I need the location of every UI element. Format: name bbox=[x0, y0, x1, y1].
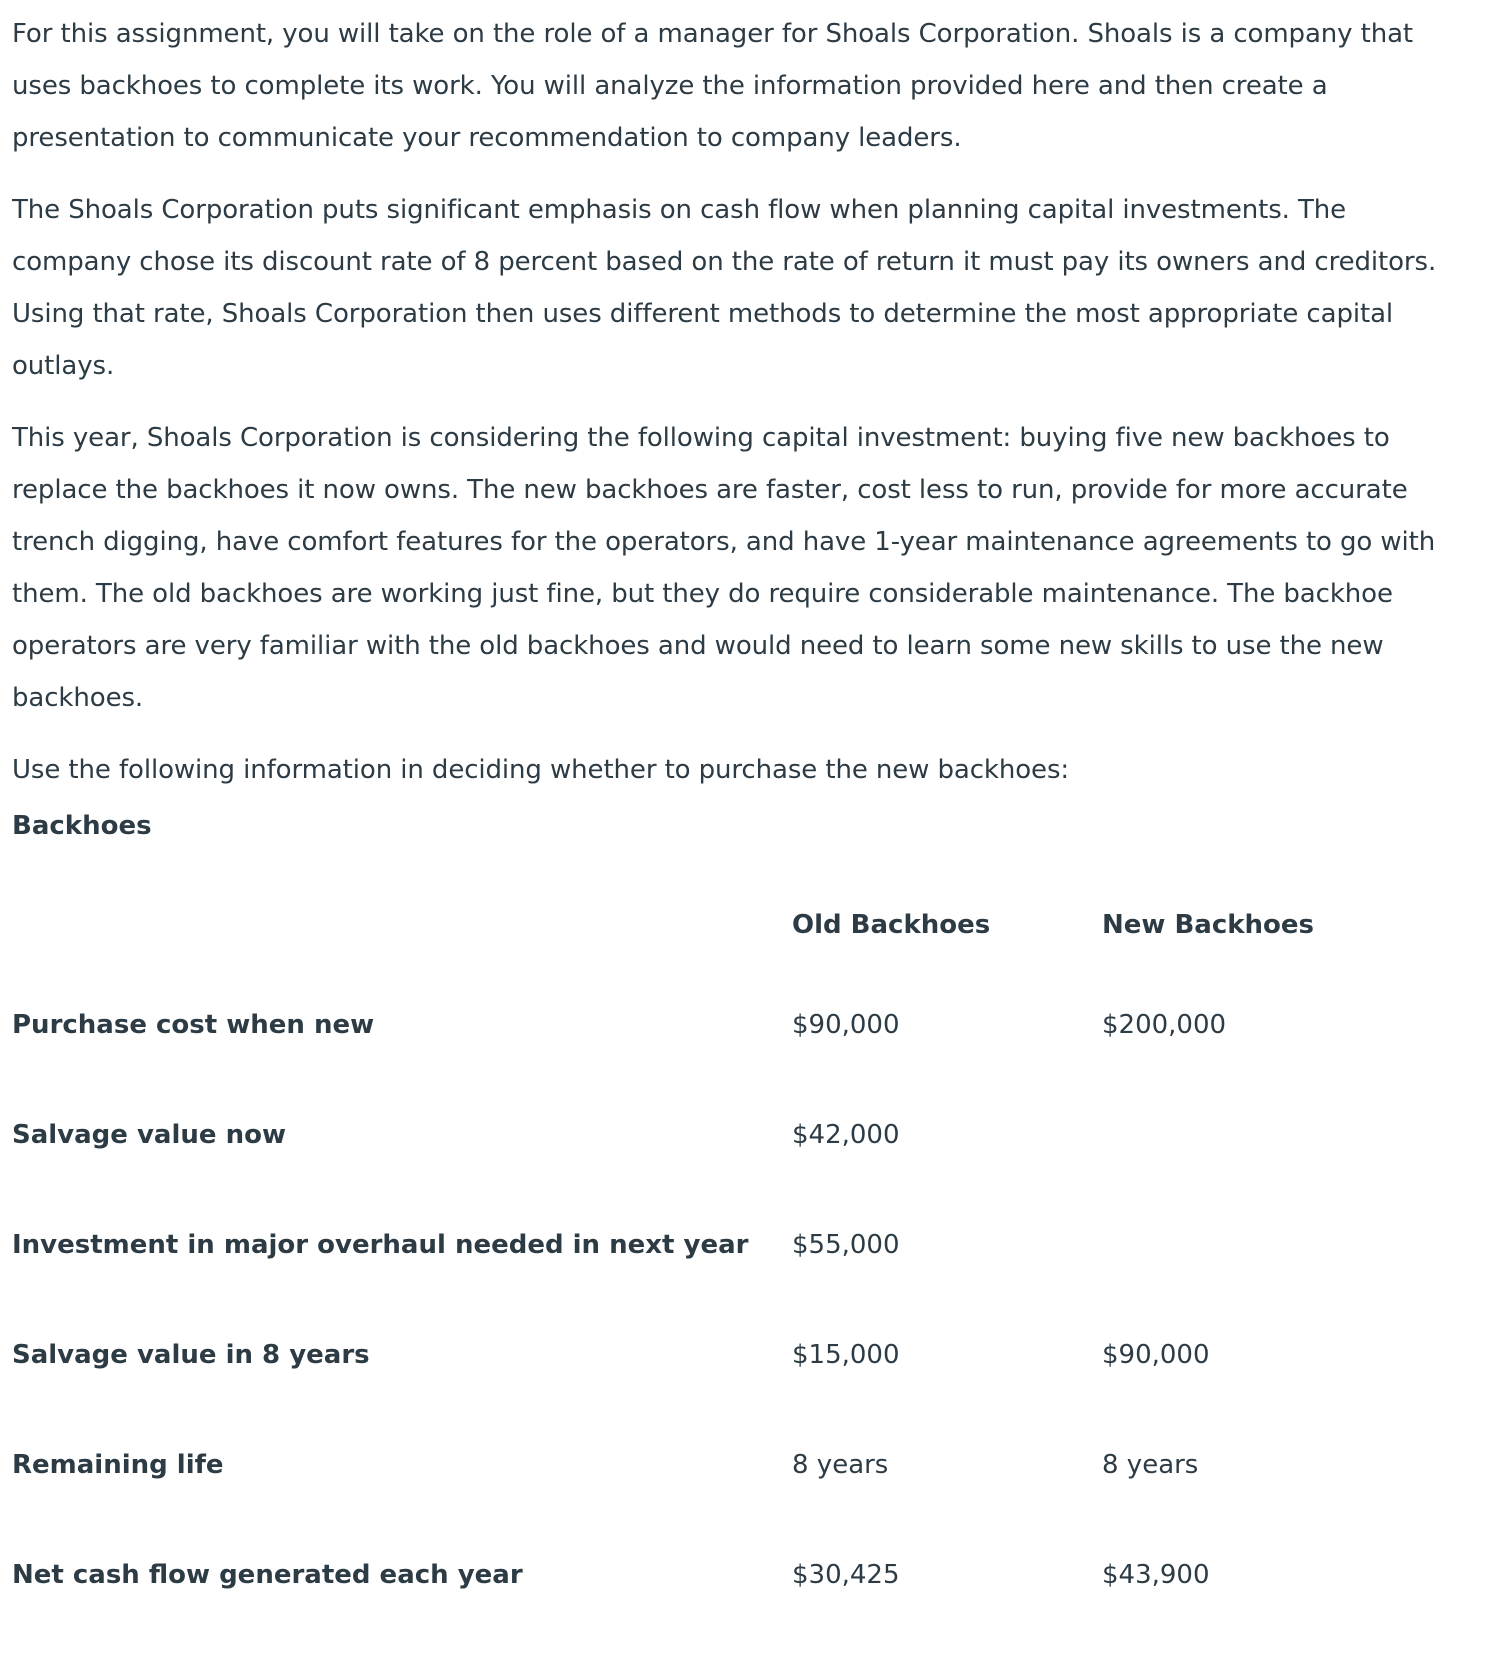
header-old-backhoes: Old Backhoes bbox=[792, 910, 991, 940]
backhoe-table bbox=[12, 880, 1442, 1630]
table-row bbox=[12, 1410, 1442, 1520]
old-value: $90,000 bbox=[792, 1010, 900, 1040]
new-value bbox=[1102, 1080, 1442, 1190]
new-value: $43,900 bbox=[1102, 1560, 1210, 1590]
header-empty-cell bbox=[12, 880, 792, 970]
old-value: $30,425 bbox=[792, 1560, 900, 1590]
table-row bbox=[12, 1300, 1442, 1410]
new-value: $200,000 bbox=[1102, 1010, 1227, 1040]
section-heading: Backhoes bbox=[12, 811, 152, 841]
row-label: Salvage value now bbox=[12, 1120, 286, 1150]
row-label: Net cash flow generated each year bbox=[12, 1560, 523, 1590]
table-row bbox=[12, 1520, 1442, 1630]
old-value: $15,000 bbox=[792, 1340, 900, 1370]
row-label: Purchase cost when new bbox=[12, 1010, 375, 1040]
assignment-content bbox=[12, 8, 1452, 852]
row-label: Investment in major overhaul needed in next year bbox=[12, 1230, 749, 1260]
new-value bbox=[1102, 1190, 1442, 1300]
old-value: 8 years bbox=[792, 1450, 889, 1480]
old-value: $55,000 bbox=[792, 1230, 900, 1260]
table-row bbox=[12, 1080, 1442, 1190]
row-label: Remaining life bbox=[12, 1450, 224, 1480]
table-header-row bbox=[12, 880, 1442, 970]
old-value: $42,000 bbox=[792, 1120, 900, 1150]
row-label: Salvage value in 8 years bbox=[12, 1340, 370, 1370]
new-value: 8 years bbox=[1102, 1450, 1199, 1480]
investment-paragraph: This year, Shoals Corporation is considering the following capital investment: buying five new backhoes to replace the backhoes it now owns. The new backhoes are faster, cost less to run, provide for more accurate trench digging, have comfort features for the operators, and have 1-year maintenance agreements to go with them. The old backhoes are working just fine, but they do require considerable maintenance. The backhoe operators are very familiar with the old backhoes and would need to learn some new skills to use the new backhoes. bbox=[12, 423, 1436, 713]
instruction-paragraph: Use the following information in deciding whether to purchase the new backhoes: bbox=[12, 755, 1070, 785]
new-value: $90,000 bbox=[1102, 1340, 1210, 1370]
header-new-backhoes: New Backhoes bbox=[1102, 910, 1315, 940]
table-row bbox=[12, 970, 1442, 1080]
cash-flow-paragraph: The Shoals Corporation puts significant emphasis on cash flow when planning capital investments. The company chose its discount rate of 8 percent based on the rate of return it must pay its owners and creditors. Using that rate, Shoals Corporation then uses different methods to determine the most appropriate capital outlays. bbox=[12, 195, 1437, 381]
table-row bbox=[12, 1190, 1442, 1300]
intro-paragraph: For this assignment, you will take on the role of a manager for Shoals Corporation. Shoals is a company that uses backhoes to complete its work. You will analyze the information provided here and then create a presentation to communicate your recommendation to company leaders. bbox=[12, 19, 1414, 153]
